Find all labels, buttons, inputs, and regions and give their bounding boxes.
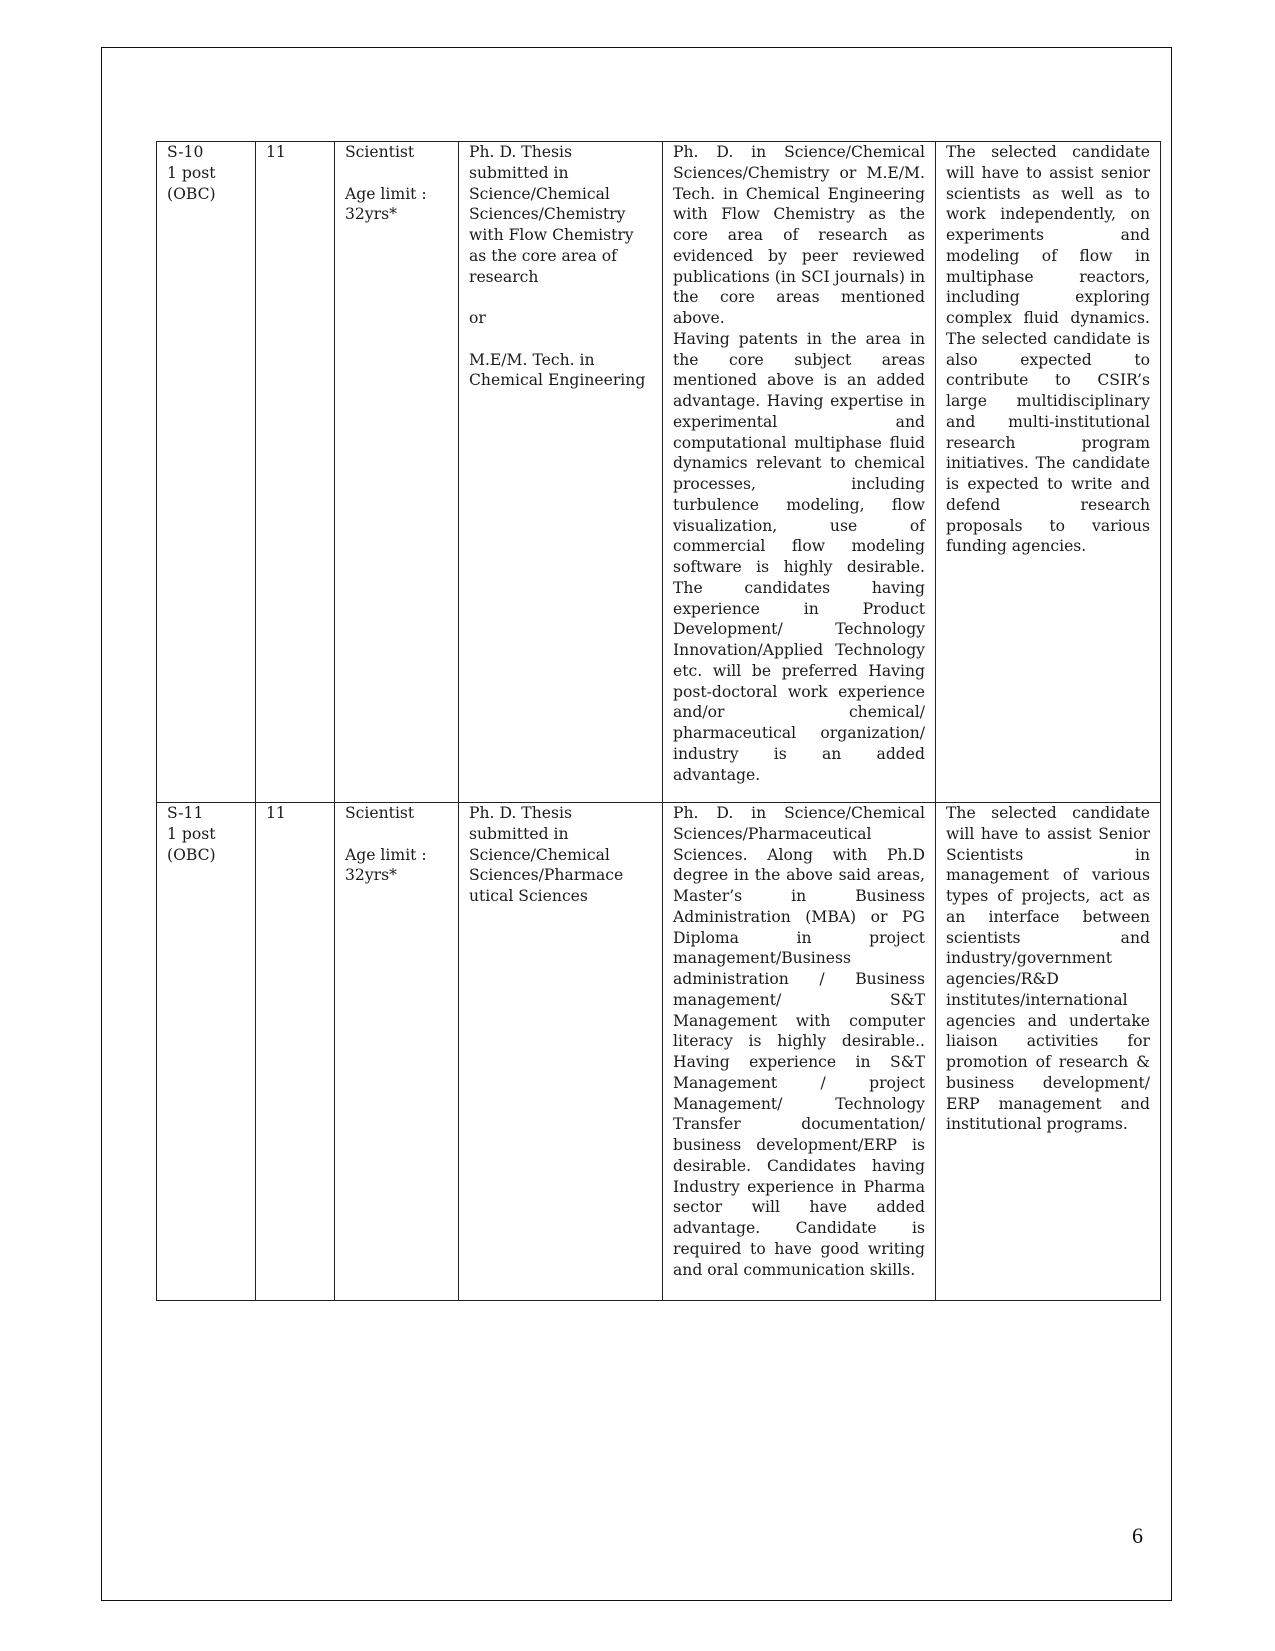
post-category: (OBC) [167,184,216,203]
job-description-cell [936,803,1161,1301]
post-code: S-11 [167,804,204,822]
page-number: 6 [1132,1523,1143,1548]
age-limit-value: 32yrs* [345,205,397,224]
post-cell [335,142,459,803]
age-limit-label: Age limit : [345,184,427,203]
desirable-qualification-text: Ph. D. in Science/Chemical Sciences/Chemistry or M.E/M. Tech. in Chemical Engineering with Flow Chemistry as the core area of research as evidenced by peer reviewed publications (in SCI journals) in the core areas mentioned above. [673,143,925,327]
desirable-qualification-cell [663,142,936,803]
posts-table [156,141,1161,1301]
post-title: Scientist [345,143,415,161]
job-description-cell [936,142,1161,803]
pay-level: 11 [266,143,286,161]
post-count: 1 post [167,824,216,843]
post-title: Scientist [345,804,415,822]
desirable-qualification-text: Ph. D. in Science/Chemical Sciences/Pharmaceutical Sciences. Along with Ph.D degree in the above said areas, Master’s in Business Administration (MBA) or PG Diploma in project management/Business administration / Business management/ S&T Management with computer literacy is highly desirable.. Having experience in S&T Management / project Management/ Technology Transfer documentation/ business development/ERP is desirable. Candidates having Industry experience in Pharma sector will have added advantage. Candidate is required to have good writing and oral communication skills. [673,804,925,1279]
age-limit-label: Age limit : [345,845,427,864]
post-code-cell [157,803,256,1301]
post-code: S-10 [167,143,204,161]
essential-qualification-text: Ph. D. Thesis submitted in Science/Chemical Sciences/Chemistry with Flow Chemistry as the core area of research [469,143,634,286]
table-row [157,803,1161,1301]
post-category: (OBC) [167,845,216,864]
essential-qualification-text: Ph. D. Thesis submitted in Science/Chemical Sciences/Pharmace utical Sciences [469,804,624,905]
job-description-text: The selected candidate will have to assist senior scientists as well as to work independently, on experiments and modeling of flow in multiphase reactors, including exploring complex fluid dynamics. The selected candidate is also expected to contribute to CSIR’s large multidisciplinary and multi-institutional research program initiatives. The candidate is expected to write and defend research proposals to various funding agencies. [946,143,1150,556]
age-limit-value: 32yrs* [345,866,397,885]
essential-qualification-alt: M.E/M. Tech. in Chemical Engineering [469,350,646,390]
post-count: 1 post [167,163,216,182]
essential-qualification-cell [459,142,663,803]
desirable-qualification-cell [663,803,936,1301]
pay-level: 11 [266,804,286,822]
essential-qualification-or: or [469,309,486,327]
post-cell [335,803,459,1301]
table-row [157,142,1161,803]
level-cell [256,803,335,1301]
level-cell [256,142,335,803]
job-description-text: The selected candidate will have to assist Senior Scientists in management of various types of projects, act as an interface between scientists and industry/government agencies/R&D institutes/international agencies and undertake liaison activities for promotion of research & business development/ ERP management and institutional programs. [946,804,1150,1134]
essential-qualification-cell [459,803,663,1301]
desirable-qualification-extra: Having patents in the area in the core subject areas mentioned above is an added advantage. Having expertise in experimental and computational multiphase fluid dynamics relevant to chemical processes, including turbulence modeling, flow visualization, use of commercial flow modeling software is highly desirable. The candidates having experience in Product Development/ Technology Innovation/Applied Technology etc. will be preferred Having post-doctoral work experience and/or chemical/ pharmaceutical organization/ industry is an added advantage. [673,329,925,784]
post-code-cell [157,142,256,803]
